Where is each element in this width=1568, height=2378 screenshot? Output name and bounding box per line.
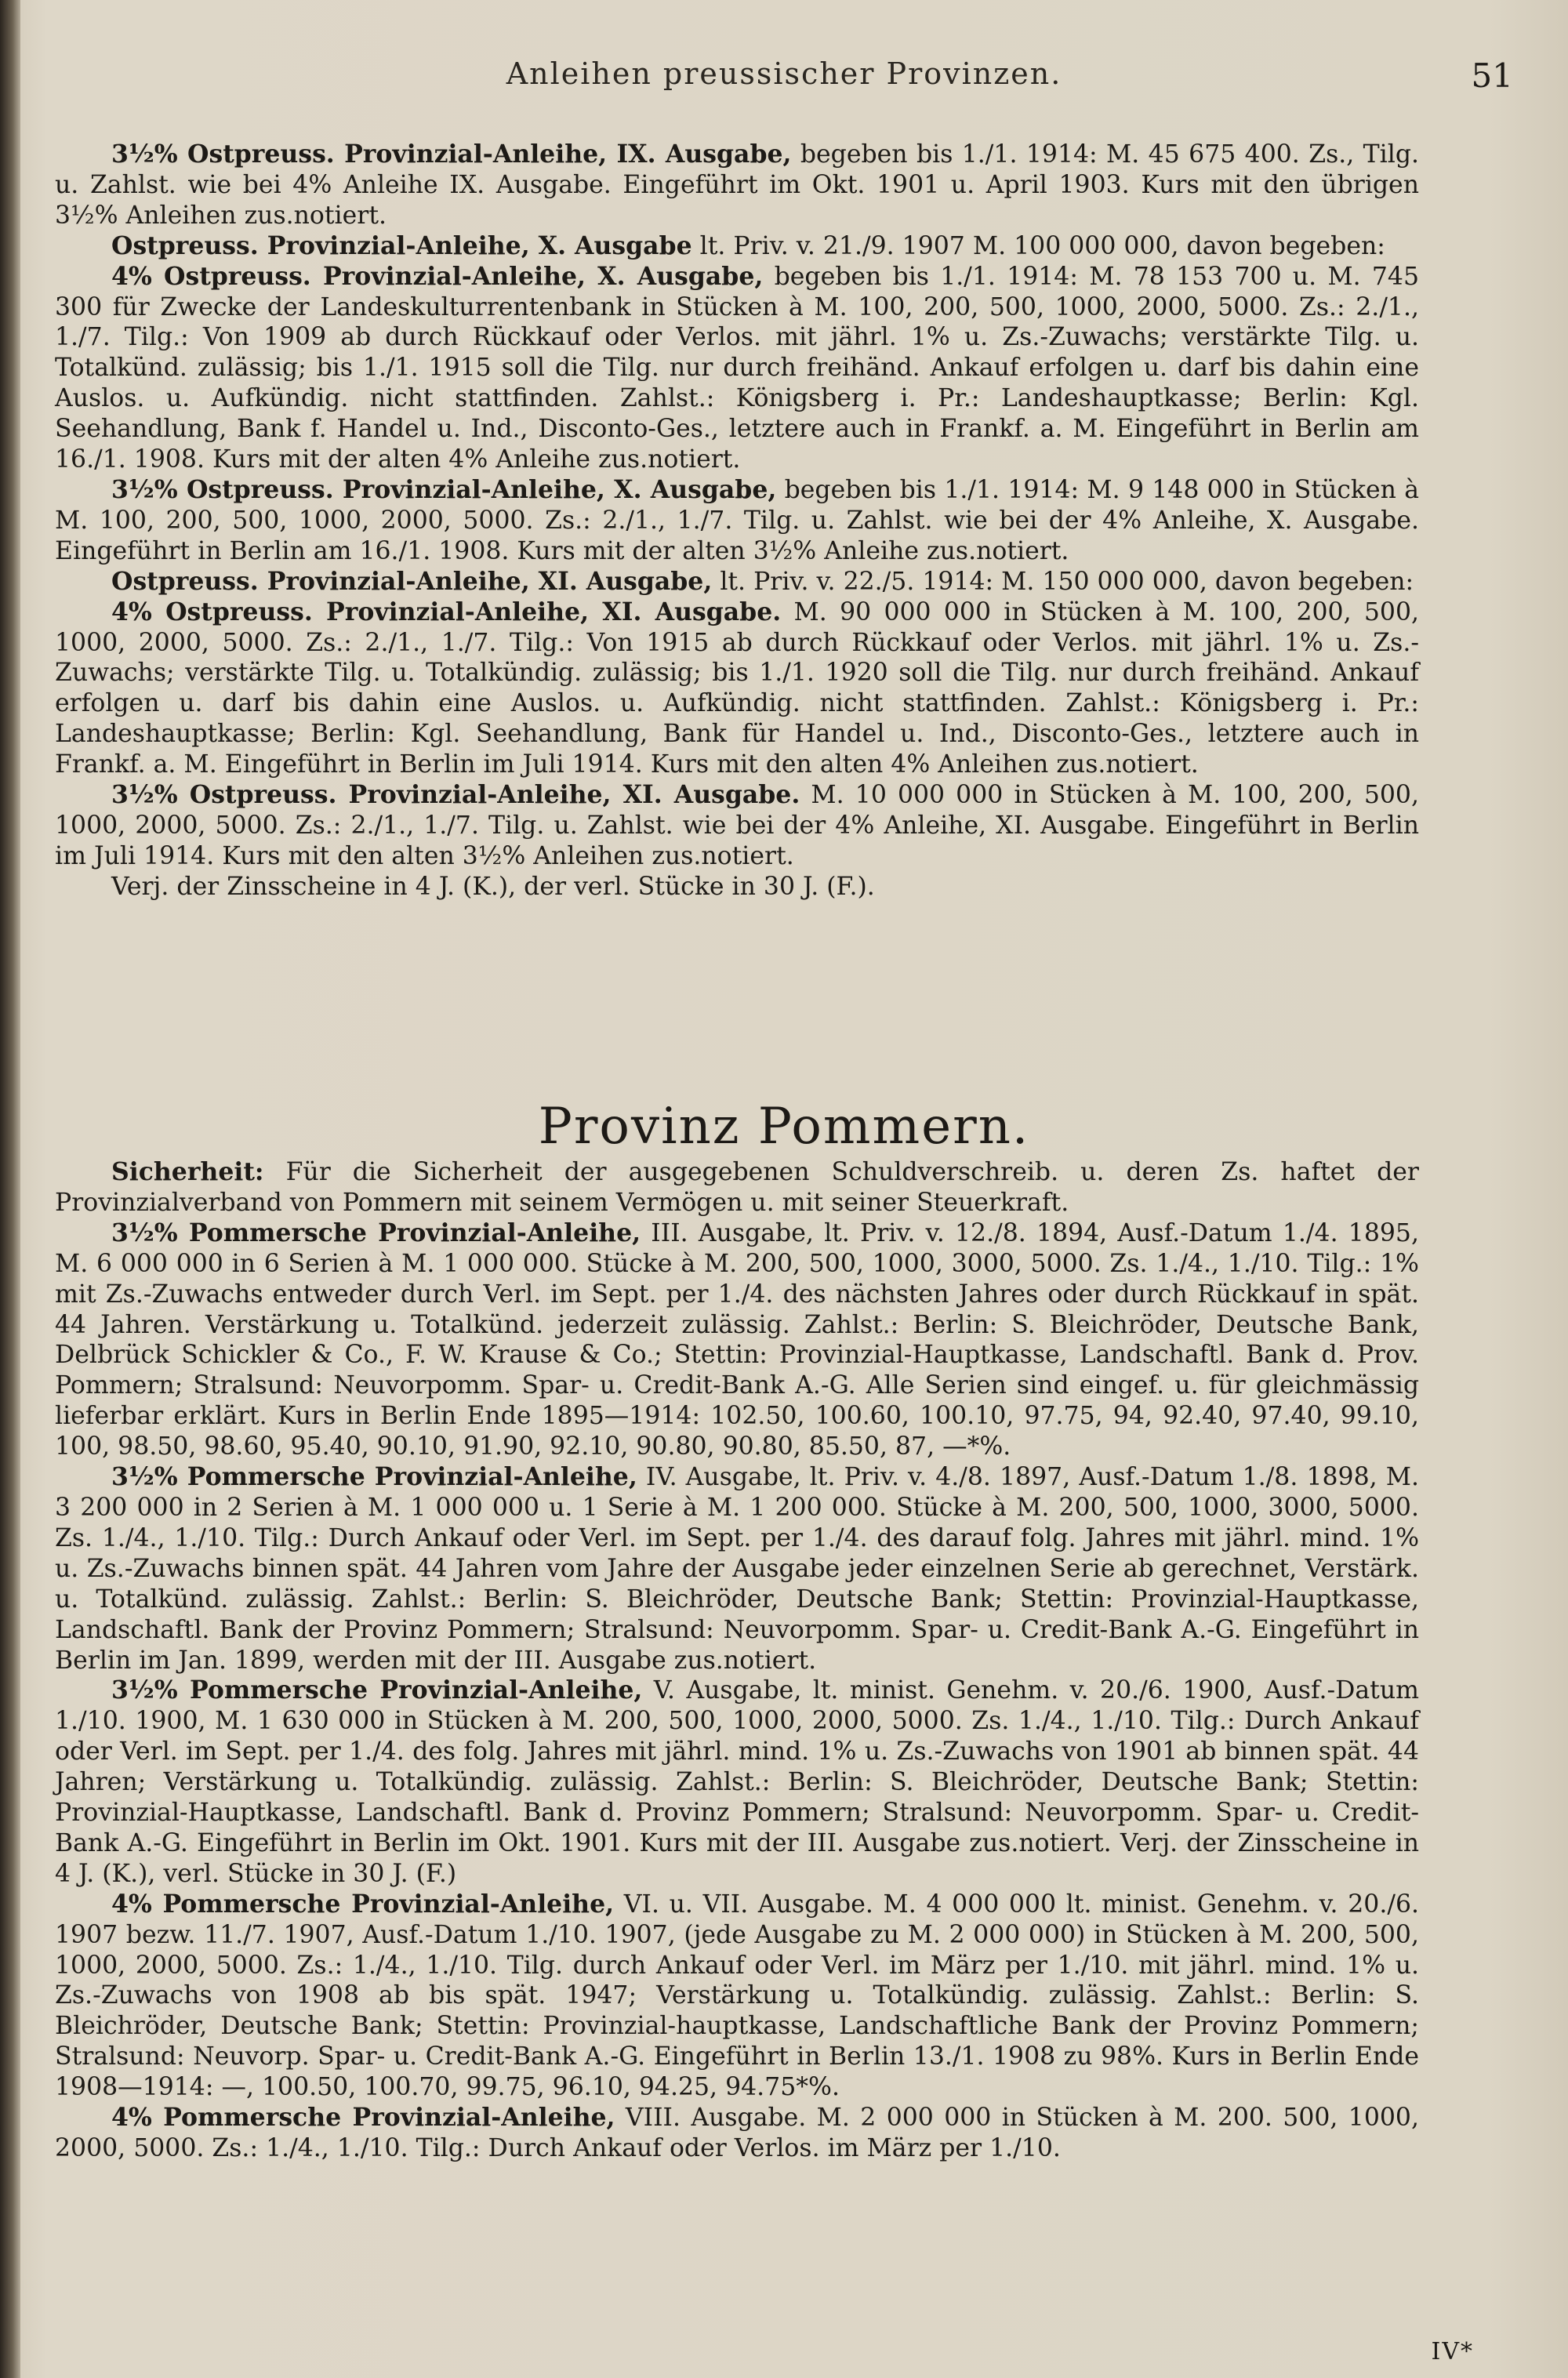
entry-heading: 4% Pommersche Provinzial-Anleihe, bbox=[111, 1889, 615, 1919]
entry-paragraph bbox=[55, 872, 1419, 902]
entry-text: VI. u. VII. Ausgabe. M. 4 000 000 lt. minist. Genehm. v. 20./6. 1907 bezw. 11./7. 1907, Ausf.-Datum 1./10. 1907, (jede Ausgabe zu M. 2 000 000) in Stücken à M. 200, 500, 1000, 2000, 5000. Zs.: 1./4., 1./10. Tilg. durch Ankauf oder Verl. im März per 1./10. mit jährl. mind. 1% u. Zs.-Zuwachs von 1908 ab bis spät. 1947; Verstärkung u. Totalkündig. zulässig. Zahlst.: Berlin: S. Bleichröder, Deutsche Bank; Stettin: Provinzial-hauptkasse, Landschaftliche Bank der Provinz Pommern; Stralsund: Neuvorp. Spar- u. Credit-Bank A.-G. Eingeführt in Berlin 13./1. 1908 zu 98%. Kurs in Berlin Ende 1908—1914: —, 100.50, 100.70, 99.75, 96.10, 94.25, 94.75*%. bbox=[55, 1890, 1419, 2102]
page-number: 51 bbox=[1471, 56, 1513, 95]
sheet-signature: IV* bbox=[1431, 2338, 1474, 2365]
running-header bbox=[55, 56, 1513, 111]
ostpreussen-section bbox=[55, 140, 1419, 902]
entry-text: M. 90 000 000 in Stücken à M. 100, 200, 500, 1000, 2000, 5000. Zs.: 2./1., 1./7. Tilg.: Von 1915 ab durch Rückkauf oder Verlos. mit jährl. 1% u. Zs.-Zuwachs; verstärkte Tilg. u. Totalkündig. zulässig; bis 1./1. 1920 soll die Tilg. nur durch freihänd. Ankauf erfolgen u. darf bis dahin eine Auslos. u. Aufkündig. nicht stattfinden. Zahlst.: Königsberg i. Pr.: Landeshauptkasse; Berlin: Kgl. Seehandlung, Bank für Handel u. Ind., Disconto-Ges., letztere auch in Frankf. a. M. Eingeführt in Berlin im Juli 1914. Kurs mit den alten 4% Anleihen zus.notiert. bbox=[55, 597, 1420, 779]
entry-text: begeben bis 1./1. 1914: M. 78 153 700 u. M. 745 300 für Zwecke der Landeskulturrentenbank in Stücken à M. 100, 200, 500, 1000, 2000, 5000. Zs.: 2./1., 1./7. Tilg.: Von 1909 ab durch Rückkauf oder Verlos. mit jährl. 1% u. Zs.-Zuwachs; verstärkte Tilg. u. Totalkünd. zulässig; bis 1./1. 1915 soll die Tilg. nur durch freihänd. Ankauf erfolgen u. darf bis dahin eine Auslos. u. Aufkündig. nicht stattfinden. Zahlst.: Königsberg i. Pr.: Landeshauptkasse; Berlin: Kgl. Seehandlung, Bank f. Handel u. Ind., Disconto-Ges., letztere auch in Frankf. a. M. Eingeführt in Berlin am 16./1. 1908. Kurs mit der alten 4% Anleihe zus.notiert. bbox=[55, 262, 1419, 474]
entry-paragraph bbox=[55, 1157, 1419, 1218]
section-title: Provinz Pommern. bbox=[538, 1098, 1030, 1156]
header-title: Anleihen preussischer Provinzen. bbox=[506, 56, 1062, 91]
entry-paragraph bbox=[55, 1890, 1419, 2103]
entry-heading: 3½% Pommersche Provinzial-Anleihe, bbox=[111, 1218, 641, 1247]
entry-heading: 4% Ostpreuss. Provinzial-Anleihe, XI. Ausgabe. bbox=[111, 597, 782, 626]
entry-paragraph bbox=[55, 2103, 1419, 2164]
entry-paragraph bbox=[55, 140, 1419, 231]
entry-heading: 4% Pommersche Provinzial-Anleihe, bbox=[111, 2103, 615, 2133]
entry-heading: 3½% Pommersche Provinzial-Anleihe, bbox=[111, 1462, 637, 1492]
entry-heading: 3½% Ostpreuss. Provinzial-Anleihe, X. Ausgabe, bbox=[111, 474, 777, 504]
entry-text: V. Ausgabe, lt. minist. Genehm. v. 20./6. 1900, Ausf.-Datum 1./10. 1900, M. 1 630 000 in Stücken à M. 200, 500, 1000, 2000, 5000. Zs. 1./4., 1./10. Tilg.: Durch Ankauf oder Verl. im Sept. per 1./4. des folg. Jahres mit jährl. mind. 1% u. Zs.-Zuwachs von 1901 ab binnen spät. 44 Jahren; Verstärkung u. Totalkündig. zulässig. Zahlst.: Berlin: S. Bleichröder, Deutsche Bank; Stettin: Provinzial-Hauptkasse, Landschaftl. Bank d. Provinz Pommern; Stralsund: Neuvorpomm. Spar- u. Credit-Bank A.-G. Eingeführt in Berlin im Okt. 1901. Kurs mit der III. Ausgabe zus.notiert. Verj. der Zinsscheine in 4 J. (K.), verl. Stücke in 30 J. (F.) bbox=[55, 1676, 1419, 1888]
entry-paragraph bbox=[55, 597, 1419, 780]
entry-heading: Sicherheit: bbox=[111, 1157, 264, 1186]
entry-text: Für die Sicherheit der ausgegebenen Schuldverschreib. u. deren Zs. haftet der Provinzialverband von Pommern mit seinem Vermögen u. mit seiner Steuerkraft. bbox=[55, 1158, 1419, 1217]
entry-text: IV. Ausgabe, lt. Priv. v. 4./8. 1897, Ausf.-Datum 1./8. 1898, M. 3 200 000 in 2 Serien à M. 1 000 000 u. 1 Serie à M. 1 200 000. Stücke à M. 200, 500, 1000, 3000, 5000. Zs. 1./4., 1./10. Tilg.: Durch Ankauf oder Verl. im Sept. per 1./4. des darauf folg. Jahres mit jährl. mind. 1% u. Zs.-Zuwachs binnen spät. 44 Jahren vom Jahre der Ausgabe jeder einzelnen Serie ab gerechnet, Verstärk. u. Totalkünd. zulässig. Zahlst.: Berlin: S. Bleichröder, Deutsche Bank; Stettin: Provinzial-Hauptkasse, Landschaftl. Bank der Provinz Pommern; Stralsund: Neuvorpomm. Spar- u. Credit-Bank A.-G. Eingeführt in Berlin im Jan. 1899, werden mit der III. Ausgabe zus.notiert. bbox=[55, 1463, 1419, 1675]
entry-heading: 3½% Ostpreuss. Provinzial-Anleihe, XI. Ausgabe. bbox=[111, 780, 800, 810]
entry-text: III. Ausgabe, lt. Priv. v. 12./8. 1894, Ausf.-Datum 1./4. 1895, M. 6 000 000 in 6 Serien à M. 1 000 000. Stücke à M. 200, 500, 1000, 3000, 5000. Zs. 1./4., 1./10. Tilg.: 1% mit Zs.-Zuwachs entweder durch Verl. im Sept. per 1./4. des nächsten Jahres oder durch Rückkauf in spät. 44 Jahren. Verstärkung u. Totalkünd. jederzeit zulässig. Zahlst.: Berlin: S. Bleichröder, Deutsche Bank, Delbrück Schickler & Co., F. W. Krause & Co.; Stettin: Provinzial-Hauptkasse, Landschaftl. Bank d. Prov. Pommern; Stralsund: Neuvorpomm. Spar- u. Credit-Bank A.-G. Alle Serien sind eingef. u. für gleichmässig lieferbar erklärt. Kurs in Berlin Ende 1895—1914: 102.50, 100.60, 100.10, 97.75, 94, 92.40, 97.40, 99.10, 100, 98.50, 98.60, 95.40, 90.10, 91.90, 92.10, 90.80, 90.80, 85.50, 87, —*%. bbox=[55, 1218, 1419, 1461]
entry-text: lt. Priv. v. 21./9. 1907 M. 100 000 000, davon begeben: bbox=[691, 231, 1385, 260]
entry-paragraph bbox=[55, 475, 1419, 567]
pommern-section bbox=[55, 1157, 1419, 2164]
entry-text: begeben bis 1./1. 1914: M. 45 675 400. Zs., Tilg. u. Zahlst. wie bei 4% Anleihe IX. Ausgabe. Eingeführt im Okt. 1901 u. April 1903. Kurs mit den übrigen 3½% Anleihen zus.notiert. bbox=[55, 140, 1419, 230]
entry-text: Verj. der Zinsscheine in 4 J. (K.), der verl. Stücke in 30 J. (F.). bbox=[111, 872, 875, 901]
entry-paragraph bbox=[55, 780, 1419, 872]
entry-text: M. 10 000 000 in Stücken à M. 100, 200, 500, 1000, 2000, 5000. Zs.: 2./1., 1./7. Tilg. u. Zahlst. wie bei der 4% Anleihe, XI. Ausgabe. Eingeführt in Berlin im Juli 1914. Kurs mit den alten 3½% Anleihen zus.notiert. bbox=[55, 781, 1419, 870]
entry-paragraph bbox=[55, 1462, 1419, 1675]
entry-text: VIII. Ausgabe. M. 2 000 000 in Stücken à M. 200. 500, 1000, 2000, 5000. Zs.: 1./4., 1./10. Tilg.: Durch Ankauf oder Verlos. im März per 1./10. bbox=[55, 2104, 1419, 2162]
entry-heading: 3½% Pommersche Provinzial-Anleihe, bbox=[111, 1675, 643, 1705]
book-spine-shadow bbox=[0, 0, 20, 2378]
entry-paragraph bbox=[55, 1218, 1419, 1462]
entry-heading: Ostpreuss. Provinzial-Anleihe, XI. Ausgabe, bbox=[111, 566, 713, 596]
entry-paragraph bbox=[55, 231, 1419, 262]
entry-heading: Ostpreuss. Provinzial-Anleihe, X. Ausgabe bbox=[111, 231, 692, 260]
entry-heading: 3½% Ostpreuss. Provinzial-Anleihe, IX. Ausgabe, bbox=[111, 140, 792, 169]
entry-paragraph bbox=[55, 262, 1419, 475]
entry-text: lt. Priv. v. 22./5. 1914: M. 150 000 000, davon begeben: bbox=[712, 567, 1414, 596]
entry-text: begeben bis 1./1. 1914: M. 9 148 000 in Stücken à M. 100, 200, 500, 1000, 2000, 5000. Zs.: 2./1., 1./7. Tilg. u. Zahlst. wie bei der 4% Anleihe, X. Ausgabe. Eingeführt in Berlin am 16./1. 1908. Kurs mit der alten 3½% Anleihe zus.notiert. bbox=[55, 475, 1419, 565]
entry-heading: 4% Ostpreuss. Provinzial-Anleihe, X. Ausgabe, bbox=[111, 261, 764, 291]
entry-paragraph bbox=[55, 1675, 1419, 1889]
entry-paragraph bbox=[55, 567, 1419, 597]
